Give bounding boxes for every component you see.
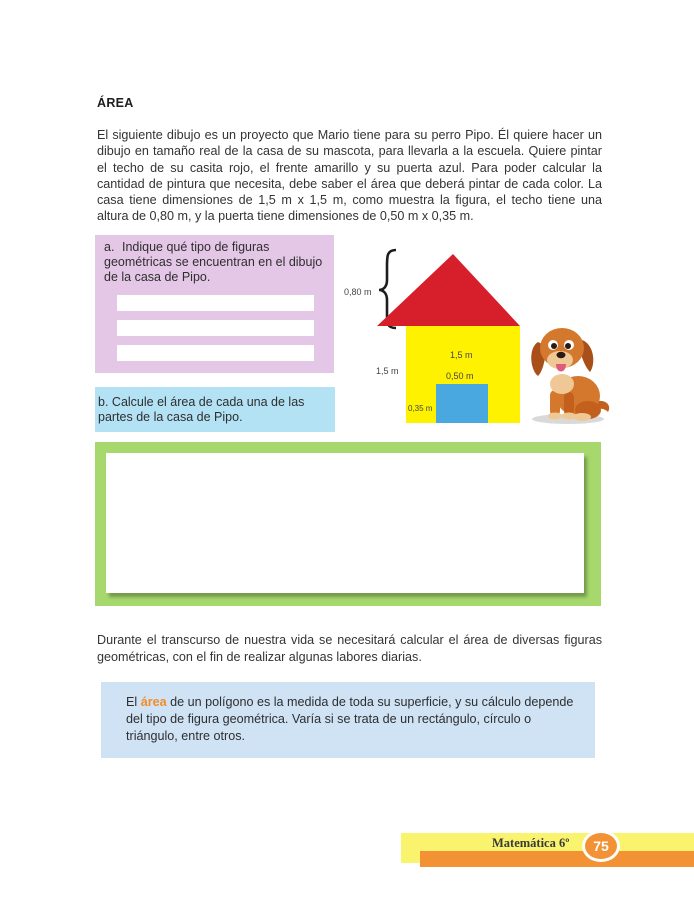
answer-line-1[interactable] [117,295,314,311]
roof-height-label: 0,80 m [344,287,372,297]
definition-after: de un polígono es la medida de toda su superficie, y su cálculo depende del tipo de figura geométrica. Varía si se trata de un rectángulo, círculo o triángulo, entre otros. [126,695,574,743]
dog-illustration [524,318,620,426]
roof-triangle [377,254,520,326]
house-door [436,384,488,423]
doghouse-figure [330,244,540,429]
question-b-box [95,387,335,432]
house-height-label: 1,5 m [376,366,399,376]
answer-writing-area[interactable] [106,453,584,593]
answer-line-3[interactable] [117,345,314,361]
page-number: 75 [593,838,609,854]
question-b-text: Calcule el área de cada una de las partes de la casa de Pipo. [98,395,305,424]
question-a-letter: a. [104,240,115,254]
door-width-label: 0,50 m [446,371,474,381]
house-width-label: 1,5 m [450,350,473,360]
door-height-label: 0,35 m [408,404,433,413]
section-title: ÁREA [97,96,134,110]
definition-text [126,694,581,745]
footer-orange-band [420,851,694,867]
answer-area-frame [95,442,601,606]
question-b-text-block [98,395,328,425]
intro-paragraph: El siguiente dibujo es un proyecto que Mario tiene para su perro Pipo. Él quiere hacer un dibujo en tamaño real de la casa de su mascota, para llevarla a la escuela. Quiere pintar el techo de su casita rojo, el frente amarillo y su puerta azul. Para poder calcular la cantidad de pintura que necesita, debe saber el área que deberá pintar de cada color. La casa tiene dimensiones de 1,5 m x 1,5 m, como muestra la figura, el techo tiene una altura de 0,80 m, y la puerta tiene dimensiones de 0,50 m x 0,35 m. [97,128,602,224]
definition-highlight: área [140,695,167,709]
definition-box [101,682,595,758]
question-a-text-block [104,240,330,285]
question-a-box [95,235,334,373]
answer-line-2[interactable] [117,320,314,336]
definition-before: El [126,695,141,709]
footer-subject-label: Matemática 6º [492,836,570,850]
question-b-letter: b. [98,395,109,409]
question-a-text: Indique qué tipo de figuras geométricas se encuentran en el dibujo de la casa de Pipo. [104,240,323,284]
outro-paragraph: Durante el transcurso de nuestra vida se necesitará calcular el área de diversas figuras geométricas, con el fin de realizar algunas labores diarias. [97,633,602,664]
page-number-badge [582,830,620,862]
